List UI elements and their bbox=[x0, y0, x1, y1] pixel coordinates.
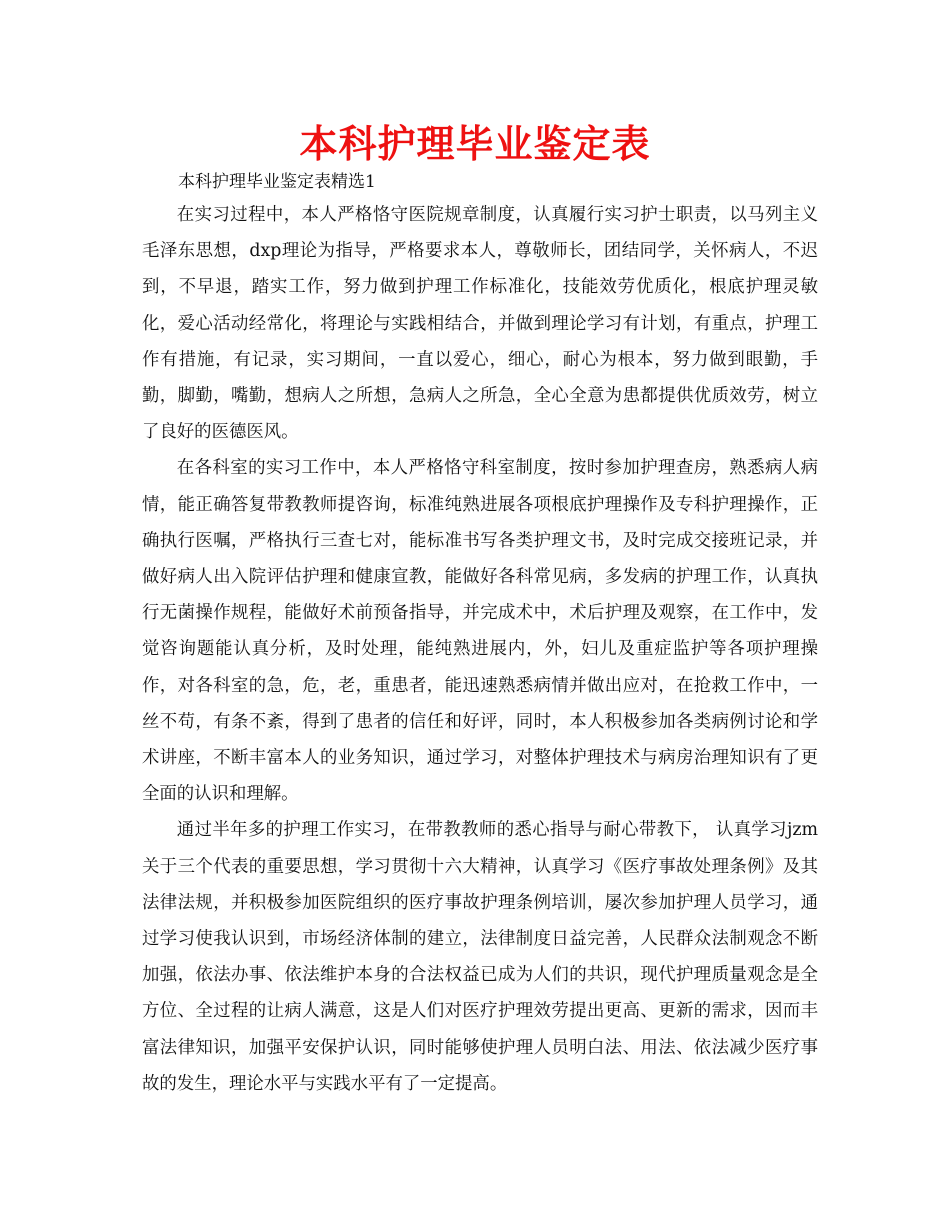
paragraph-1: 在实习过程中，本人严格恪守医院规章制度，认真履行实习护士职责，以马列主义毛泽东思想，dxp理论为指导，严格要求本人，尊敬师长，团结同学，关怀病人，不迟到，不早退，踏实工作，努力做到护理工作标准化，技能效劳优质化，根底护理灵敏化，爱心活动经常化，将理论与实践相结合，并做到理论学习有计划，有重点，护理工作有措施，有记录，实习期间，一直以爱心，细心，耐心为根本，努力做到眼勤，手勤，脚勤，嘴勤，想病人之所想，急病人之所急，全心全意为患都提供优质效劳，树立了良好的医德医风。 bbox=[142, 205, 818, 443]
document-body bbox=[142, 197, 818, 1102]
document-subtitle: 本科护理毕业鉴定表精选1 bbox=[178, 172, 376, 192]
paragraph-2: 在各科室的实习工作中，本人严格恪守科室制度，按时参加护理查房，熟悉病人病情，能正确答复带教教师提咨询，标准纯熟进展各项根底护理操作及专科护理操作，正确执行医嘱，严格执行三查七对，能标准书写各类护理文书，及时完成交接班记录，并做好病人出入院评估护理和健康宣教，能做好各科常见病，多发病的护理工作，认真执行无菌操作规程，能做好术前预备指导，并完成术中，术后护理及观察，在工作中，发觉咨询题能认真分析，及时处理，能纯熟进展内，外，妇儿及重症监护等各项护理操作，对各科室的急，危，老，重患者，能迅速熟悉病情并做出应对，在抢救工作中，一丝不苟，有条不紊，得到了患者的信任和好评，同时，本人积极参加各类病例讨论和学术讲座，不断丰富本人的业务知识，通过学习，对整体护理技术与病房治理知识有了更全面的认识和理解。 bbox=[142, 458, 818, 805]
document-title: 本科护理毕业鉴定表 bbox=[299, 122, 651, 166]
paragraph-3: 通过半年多的护理工作实习，在带教教师的悉心指导与耐心带教下， 认真学习jzm关于三个代表的重要思想，学习贯彻十六大精神，认真学习《医疗事故处理条例》及其法律法规，并积极参加医院组织的医疗事故护理条例培训，屡次参加护理人员学习，通过学习使我认识到，市场经济体制的建立，法律制度日益完善，人民群众法制观念不断加强，依法办事、依法维护本身的合法权益已成为人们的共识，现代护理质量观念是全方位、全过程的让病人满意，这是人们对医疗护理效劳提出更高、更新的需求，因而丰富法律知识，加强平安保护认识，同时能够使护理人员明白法、用法、依法减少医疗事故的发生，理论水平与实践水平有了一定提高。 bbox=[142, 820, 818, 1094]
